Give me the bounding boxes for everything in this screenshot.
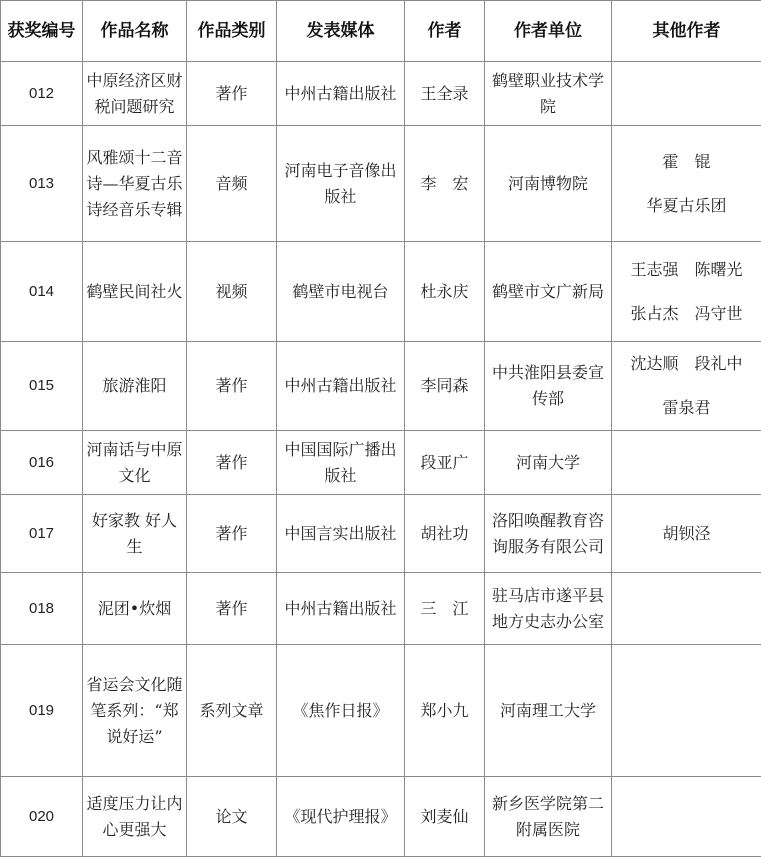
award-number-cell: 018 — [1, 573, 83, 645]
author-unit-cell: 鹤壁职业技术学院 — [485, 62, 612, 126]
other-authors-cell — [612, 573, 761, 645]
author-unit-cell: 河南博物院 — [485, 126, 612, 242]
publishing-media-cell: 鹤壁市电视台 — [277, 242, 405, 342]
publishing-media-cell: 中国国际广播出版社 — [277, 431, 405, 495]
other-author-line: 胡钡泾 — [615, 512, 758, 556]
award-number-cell: 015 — [1, 342, 83, 431]
header-author-unit: 作者单位 — [485, 1, 612, 62]
work-title-cell: 适度压力让内心更强大 — [83, 777, 187, 857]
work-category-cell: 著作 — [187, 495, 277, 573]
award-number-cell: 019 — [1, 645, 83, 777]
work-title-cell: 泥团•炊烟 — [83, 573, 187, 645]
other-authors-cell — [612, 242, 761, 342]
table-row — [1, 62, 761, 126]
award-number-cell: 012 — [1, 62, 83, 126]
author-cell: 李同森 — [405, 342, 485, 431]
other-authors-cell — [612, 342, 761, 431]
other-author-line: 华夏古乐团 — [615, 184, 758, 228]
work-category-cell: 著作 — [187, 431, 277, 495]
award-number-cell: 014 — [1, 242, 83, 342]
work-category-cell: 论文 — [187, 777, 277, 857]
award-number-cell: 017 — [1, 495, 83, 573]
table-row — [1, 777, 761, 857]
table-row — [1, 495, 761, 573]
author-cell: 李 宏 — [405, 126, 485, 242]
header-work-title: 作品名称 — [83, 1, 187, 62]
other-authors-cell — [612, 495, 761, 573]
work-title-cell: 鹤壁民间社火 — [83, 242, 187, 342]
work-title-cell: 旅游淮阳 — [83, 342, 187, 431]
author-unit-cell: 河南大学 — [485, 431, 612, 495]
work-title-cell: 省运会文化随笔系列：“郑说好运” — [83, 645, 187, 777]
work-category-cell: 著作 — [187, 62, 277, 126]
work-title-cell: 风雅颂十二音诗—华夏古乐诗经音乐专辑 — [83, 126, 187, 242]
other-author-line: 王志强 陈曙光 — [615, 248, 758, 292]
other-authors-cell — [612, 431, 761, 495]
author-unit-cell: 河南理工大学 — [485, 645, 612, 777]
other-author-line: 沈达顺 段礼中 — [615, 342, 758, 386]
publishing-media-cell: 中州古籍出版社 — [277, 342, 405, 431]
author-unit-cell: 鹤壁市文广新局 — [485, 242, 612, 342]
author-cell: 杜永庆 — [405, 242, 485, 342]
author-cell: 段亚广 — [405, 431, 485, 495]
author-unit-cell: 驻马店市遂平县地方史志办公室 — [485, 573, 612, 645]
table-row — [1, 342, 761, 431]
work-title-cell: 好家教 好人生 — [83, 495, 187, 573]
publishing-media-cell: 中国言实出版社 — [277, 495, 405, 573]
author-cell: 三 江 — [405, 573, 485, 645]
work-category-cell: 视频 — [187, 242, 277, 342]
table-row — [1, 645, 761, 777]
other-author-line: 霍 锟 — [615, 140, 758, 184]
author-cell: 王全录 — [405, 62, 485, 126]
other-author-line: 张占杰 冯守世 — [615, 292, 758, 336]
header-row — [1, 1, 761, 62]
header-award-number: 获奖编号 — [1, 1, 83, 62]
author-unit-cell: 新乡医学院第二附属医院 — [485, 777, 612, 857]
publishing-media-cell: 《焦作日报》 — [277, 645, 405, 777]
table-row — [1, 126, 761, 242]
table-row — [1, 431, 761, 495]
work-category-cell: 音频 — [187, 126, 277, 242]
other-authors-cell — [612, 645, 761, 777]
table-row — [1, 242, 761, 342]
publishing-media-cell: 《现代护理报》 — [277, 777, 405, 857]
header-other-authors: 其他作者 — [612, 1, 761, 62]
table-row — [1, 573, 761, 645]
author-cell: 刘麦仙 — [405, 777, 485, 857]
work-title-cell: 河南话与中原文化 — [83, 431, 187, 495]
work-category-cell: 著作 — [187, 342, 277, 431]
work-category-cell: 著作 — [187, 573, 277, 645]
other-authors-cell — [612, 126, 761, 242]
award-number-cell: 013 — [1, 126, 83, 242]
other-authors-cell — [612, 62, 761, 126]
publishing-media-cell: 中州古籍出版社 — [277, 62, 405, 126]
author-cell: 郑小九 — [405, 645, 485, 777]
award-number-cell: 020 — [1, 777, 83, 857]
header-publishing-media: 发表媒体 — [277, 1, 405, 62]
author-unit-cell: 洛阳唤醒教育咨询服务有限公司 — [485, 495, 612, 573]
publishing-media-cell: 中州古籍出版社 — [277, 573, 405, 645]
other-author-line: 雷泉君 — [615, 386, 758, 430]
header-work-category: 作品类别 — [187, 1, 277, 62]
header-author: 作者 — [405, 1, 485, 62]
award-number-cell: 016 — [1, 431, 83, 495]
author-cell: 胡社功 — [405, 495, 485, 573]
author-unit-cell: 中共淮阳县委宣传部 — [485, 342, 612, 431]
work-title-cell: 中原经济区财税问题研究 — [83, 62, 187, 126]
publishing-media-cell: 河南电子音像出版社 — [277, 126, 405, 242]
work-category-cell: 系列文章 — [187, 645, 277, 777]
other-authors-cell — [612, 777, 761, 857]
